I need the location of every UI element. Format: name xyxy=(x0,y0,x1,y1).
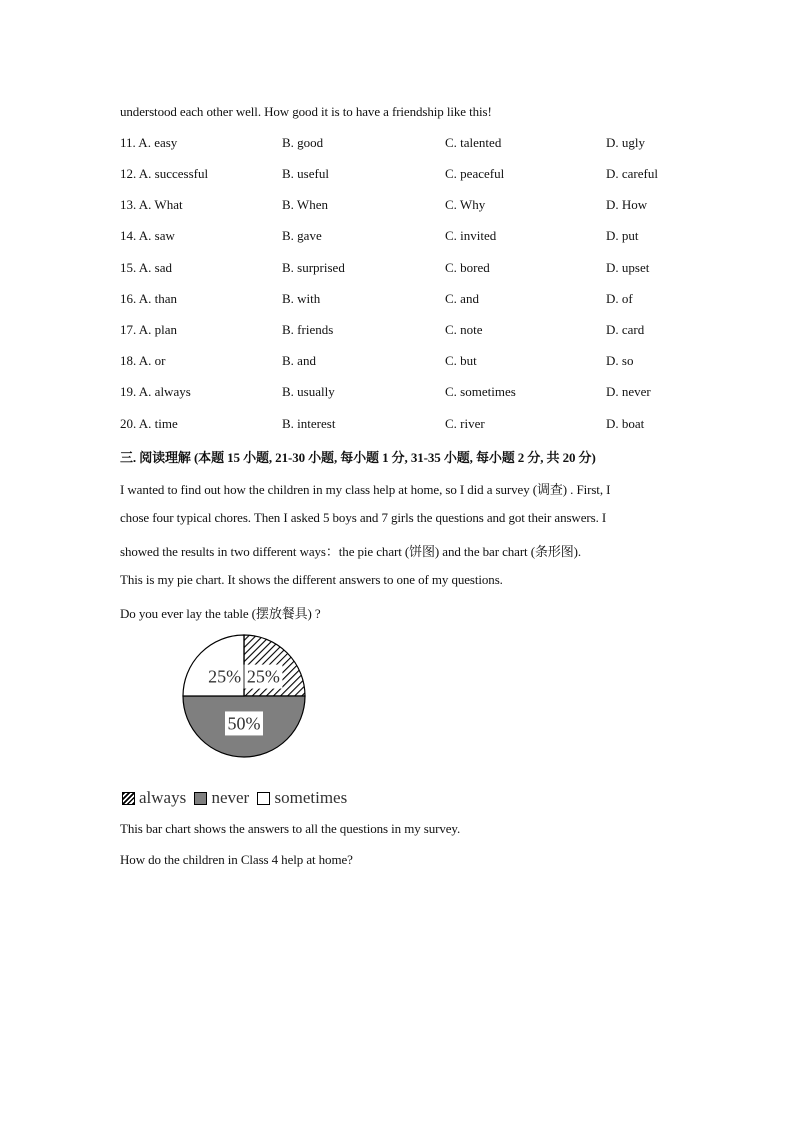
option-a: 20. A. time xyxy=(120,416,178,431)
option-a: 16. A. than xyxy=(120,291,178,306)
option-c: C. river xyxy=(445,416,485,431)
option-c: C. peaceful xyxy=(445,166,505,181)
option-c: C. invited xyxy=(445,228,497,243)
option-d: D. put xyxy=(606,228,639,243)
option-a: 18. A. or xyxy=(120,353,166,368)
option-c: C. bored xyxy=(445,260,490,275)
intro-line: understood each other well. How good it is to have a friendship like this! xyxy=(120,104,492,119)
after-chart-line: How do the children in Class 4 help at home? xyxy=(120,852,353,867)
after-chart-line: This bar chart shows the answers to all the questions in my survey. xyxy=(120,821,461,836)
option-d: D. How xyxy=(606,197,648,212)
option-b: B. usually xyxy=(282,384,335,399)
pie-label-never: 50% xyxy=(227,713,261,734)
option-b: B. and xyxy=(282,353,316,368)
passage-line: I wanted to find out how the children in my class help at home, so I did a survey (调查) . First, I xyxy=(120,482,611,497)
option-c: C. sometimes xyxy=(445,384,516,399)
option-b: B. surprised xyxy=(282,260,345,275)
legend-swatch-never xyxy=(194,792,207,805)
option-d: D. never xyxy=(606,384,651,399)
option-d: D. upset xyxy=(606,260,650,275)
option-b: B. with xyxy=(282,291,321,306)
section-title: 三. 阅读理解 (本题 15 小题, 21-30 小题, 每小题 1 分, 31-35 小题, 每小题 2 分, 共 20 分) xyxy=(120,450,596,465)
option-c: C. but xyxy=(445,353,477,368)
passage-line: This is my pie chart. It shows the different answers to one of my questions. xyxy=(120,572,503,587)
option-c: C. and xyxy=(445,291,479,306)
option-b: B. useful xyxy=(282,166,329,181)
option-d: D. ugly xyxy=(606,135,645,150)
option-a: 14. A. saw xyxy=(120,228,175,243)
legend-label-always: always xyxy=(139,788,187,808)
legend-swatch-always xyxy=(122,792,135,805)
option-b: B. friends xyxy=(282,322,334,337)
legend-label-never: never xyxy=(211,788,250,808)
pie-legend xyxy=(122,787,351,808)
option-d: D. careful xyxy=(606,166,658,181)
option-b: B. good xyxy=(282,135,324,150)
option-b: B. When xyxy=(282,197,328,212)
option-d: D. of xyxy=(606,291,633,306)
pie-chart xyxy=(176,630,312,762)
option-a: 17. A. plan xyxy=(120,322,178,337)
option-a: 19. A. always xyxy=(120,384,191,399)
option-a: 12. A. successful xyxy=(120,166,209,181)
passage-line: showed the results in two different ways：the pie chart (饼图) and the bar chart (条形图). xyxy=(120,544,582,559)
option-d: D. card xyxy=(606,322,645,337)
pie-chart-svg xyxy=(176,630,312,762)
option-d: D. boat xyxy=(606,416,645,431)
option-d: D. so xyxy=(606,353,634,368)
pie-label-sometimes: 25% xyxy=(208,666,242,687)
option-a: 13. A. What xyxy=(120,197,183,212)
option-a: 11. A. easy xyxy=(120,135,178,150)
option-c: C. note xyxy=(445,322,483,337)
option-c: C. talented xyxy=(445,135,502,150)
legend-swatch-sometimes xyxy=(257,792,270,805)
legend-label-sometimes: sometimes xyxy=(274,788,348,808)
option-a: 15. A. sad xyxy=(120,260,172,275)
pie-label-always: 25% xyxy=(246,666,280,687)
option-c: C. Why xyxy=(445,197,486,212)
option-b: B. interest xyxy=(282,416,336,431)
question-line: Do you ever lay the table (摆放餐具) ? xyxy=(120,606,321,621)
option-b: B. gave xyxy=(282,228,322,243)
passage-line: chose four typical chores. Then I asked 5 boys and 7 girls the questions and got their answers. I xyxy=(120,510,607,525)
